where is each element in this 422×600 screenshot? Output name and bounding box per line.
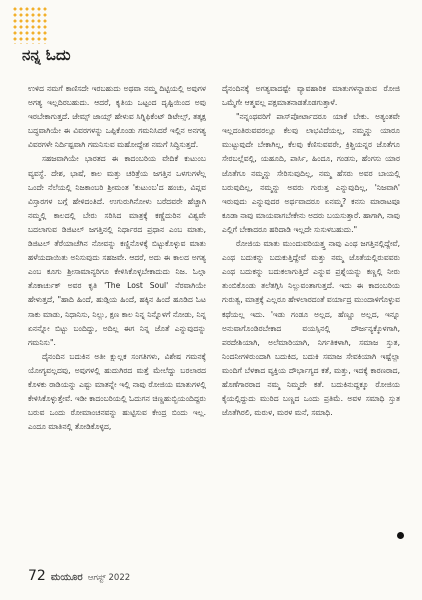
paragraph: ಸಹಜವಾಗಿಯೇ ಭಾರತದ ಈ ಕಾದಂಬರಿಯ ವೇದಿಕೆ ಕುಟುಂಬ ವ್ಯವಸ್ಥೆ. ದೇಶ, ಭಾಷೆ, ಕಾಲ ಮತ್ತು ಚರಿತ್ರೆಯ ಜಗತ್ತಿನ ಒಳಗುಗಳೆಲ್ಲ ಒಂದೇ ನೆಲೆಯಲ್ಲಿ ನಿಜಕಾಂಬರಿ ಶ್ರೀಮಂತ 'ಕುಟುಂಬ'ದ ಹಂಚು, ವಿಪ್ಲವ ವಿಸ್ತಾರಗಳ ಬಗ್ಗೆ ಹೇಳಿದಂತಿದೆ. ಉಗುರುಗಿನೋಳು ಬರೆದವರೇ ಹೆಚ್ಚಾಗಿ ನಮ್ಮಲ್ಲಿ ಕಾಲದಲ್ಲಿ ಬೇರು ಸರಿಸಿದ ಮಾತ್ರಕ್ಕೆ ಕಣ್ಣೆದುರಿನ ವಿಶ್ವವೇ ಬದಲಾಗುವ ಡಿಜಿಟಲ್ ಜಗತ್ತಿನಲ್ಲಿ ನಿರ್ಧಾರದ ಪ್ರಧಾನ ಎಂಬ ಮಾತು, ಡಿಜಿಟಲ್ ತೆರೆಯಾಚೆಗಿನ ನೋವನ್ನು ಕಣ್ಣಿನೊಳಕ್ಕೆ ಬಿಟ್ಟುಕೊಳ್ಳುವ ಮಾತು ಹಳೆಯದಾಯಿತು ಅನಿಸುವುದು ಸಹಜವೇ. ಆದರೆ, ಅದು ಈ ಕಾಲದ ಅಗತ್ಯ ಎಂಬ ಕೂಗು ಶ್ರೀಸಾಮಾನ್ಯರಿಗೂ ಕೇಳಿಸಿಕೊಳ್ಳಬೇಕಾದುದು ನಿಜ. ಓಲ್ಗಾ ತೊಕಾರ್ಚುಕ್ ಅವರ ಕೃತಿ 'The Lost Soul' ನೆರವಾಗಿಯೇ ಹೇಳುತ್ತದೆ, "ಹಾದಿ ಹಿಂದೆ, ಹುಡ್ಗಿಯ ಹಿಂದೆ, ಹಕ್ಕಿನ ಹಿಂದೆ ಹೂಡಿದ ಓಟ ಸಾಕು ಮಾಡು, ನಿಧಾನಿಸು, ನಿಲ್ಲು, ಕ್ಷಣ ಕಾಲ ನಿನ್ನ ನಿನ್ನೊಳಗೆ ನೋಡು, ನಿನ್ನ ಏನನ್ನೋ ಬಿಟ್ಟು ಬಂದಿದ್ದು, ಅದಿಲ್ಲ ಈಗ ನಿನ್ನ ಜೊತೆ ಎನ್ನುವುದನ್ನು ಗಮನಿಸು".	[28, 154, 206, 347]
section-title: ನನ್ನ ಓದು	[22, 46, 71, 64]
paragraph: "ನನ್ನಂಥವರಿಗೆ ಪಾಸ್‌ಪೋರ್ಟಾದರೂ ಯಾಕೆ ಬೇಕು. ಅತ್ಯಂತವೇ ಇಲ್ಲದಂತಿರುವವರಲ್ಲೂ ಕೆಲವು ಲಾಭವಿದೆಯಲ್ಲ, ನಮ್ಮನ್ನು ಯಾರೂ ಮುಟ್ಟುವುದೇ ಬೇಕಾಗಿಲ್ಲ, ಕೆಲವು ಕೆಣಿಸುವವರೇ, ಕ್ರಿಶ್ಚಿಯನ್ನರ ಜೊತೆಗೂ ಸೇರಬಲ್ಲೆವಲ್ಲಿ, ಯಹೂದಿ, ಪಾರ್ಸಿ, ಹಿಂದೂ, ಗಂಡಸು, ಹೆಂಗಸು ಯಾರ ಜೊತೆಗೂ ನಮ್ಮನ್ನು ಸೇರಿಸುವುದಿಲ್ಲ, ನಮ್ಮ ಹೆಸರು ಅವರ ಬಾಯಲ್ಲಿ ಬರುವುದಿಲ್ಲ, ನಮ್ಮನ್ನು ಅವರು ಗುರುತ್ತ ಎನ್ನುವುದಿಲ್ಲ, 'ನಿಜವಾಗಿ' ಇರುವುದು ಎನ್ನುವುದರ ಅರ್ಥವಾದರೂ ಏನಮ್ಮ? ಕನಸು ಮಾರಾಟವೂ ಕೂಡಾ ನಾವು ಮಾಯವಾಗಬೇಕೇನು ಅದರು ಬಯಸುತ್ತಾರೆ. ಹಾಗಾಗಿ, ನಾವು ಎಲ್ಲಿಗೆ ಬೇಕಾದರೂ ಹರಿದಾಡಿ ಇಲ್ಲದೇ ಸುಸುಳಬಹುದು."	[222, 112, 400, 234]
issue-date: ಆಗಸ್ಟ್ 2022	[87, 573, 131, 583]
page-number: 72	[28, 568, 46, 584]
paragraph: ರೋಜಿಯ ಮಾತು ಮುಂದುವರಿಯತ್ತ್ತ ನಾವು ಎಂಥ ಜಗತ್ತಿನಲ್ಲಿದ್ದೇವೆ, ಎಂಥ ಬದುಕನ್ನು ಬದುಕುತ್ತಿದ್ದೇವೆ ಮತ್ತು ನಮ್ಮ ಜೊತೆಯಲ್ಲಿರುವವರು ಎಂಥ ಬದುಕನ್ನು ಬದುಕಲಾಗುತ್ತಿದೆ ಎನ್ನುವ ಪ್ರಶ್ನೆಯನ್ನು ಕಣ್ಣಲ್ಲಿ ನೀರು ತುಂಬಿಕೊಂಡು ತಲೆತಗ್ಗಿಸಿ ನಿಲ್ಲುವಂತಾಗುತ್ತದೆ. ಇದು ಈ ಕಾದಂಬರಿಯ ಗುರುತ್ವ, ಮಾತ್ರಕ್ಕೆ ಎಲ್ಲರೂ ಹೇಳಲಾರದಂತೆ ವರ್ಯಾದ್ರ ಮುಂದಾಳಿಗೊಳ್ಳುವ ಕಥೆಯಲ್ಲ ಇದು. 'ಇಡು ಗಂಡೂ ಅಲ್ಲದ, ಹೆಣ್ಣೂ ಅಲ್ಲದ, ಇನ್ನೂ ಅನುವಾಗೊಂಡಿರಬೇಕಾದ ವಯಸ್ಸಿನಲ್ಲಿ ದೌರ್ಜನ್ಯಕ್ಕೊಳಗಾಗಿ, ಪರದೇಶಿಯಾಗಿ, ಅಲೆಮಾರಿಯಾಗಿ, ನಿರ್ಗತಿಕಳಾಗಿ, ಸಮಾಜ ಸ್ತುತ, ನಿಂದನೀಗಳಿರುಂದಾಗಿ ಬದುಕಿದ, ಬದುಕಿ ಸಮಾಜ ಸೇವಕಿಯಾಗಿ ಇಷ್ಟೆಲ್ಲಾ ಮಂದಿಗೆ ಬೆಳಕಾದ ವ್ಯಕ್ತಿಯ ದೌರ್ಭಾಗ್ಯದ ಕತೆ, ಮತ್ತು, ಇದಕ್ಕೆ ಕಾರಣರಾದ, ಹೊಣೆಗಾರರಾದ ನಮ್ಮ ನಿಮ್ಮದೇ ಕತೆ. ಬದುಕಿನುದ್ದಕ್ಕೂ ರೋಜಿಯ ಕೈಯಲ್ಲಿದ್ದುದು ಮುರಿದ ಬಣ್ಣದ ಒಂದು ಪ್ರತಿಮೆ. ಅವಳ ಸಮಾಧಿ ಸ್ತುತ ಜೊತೆಗಿರಲಿ, ಮರುಳ, ಮರಳ ಮನೆ, ಸಮಾಧಿ.	[222, 239, 400, 418]
paragraph: ದೈನಂದಿನಕ್ಕೆ ಅಗತ್ಯವಾದಷ್ಟೇ ವ್ಯಾವಹಾರಿಕ ಮಾತುಗಳನ್ನಾಡುವ ರೋಜಿ ಒಮ್ಮೆಗೇ ಆತ್ಮವಲ್ಲ ಪಕ್ಷಮಾತನಾಡತೊಡಗುತ್ತಾಳೆ.	[222, 84, 400, 108]
paragraph: ಉಳಿದ ನಮಗೆ ಕಾಣಿಸದೇ ಇರಬಹುದು ಅಥವಾ ನಮ್ಮ ದಿಟ್ಟಿಯಲ್ಲಿ ಅವುಗಳ ಅಗತ್ಯ ಇಲ್ಲದಿರಬಹುದು. ಆದರೆ, ಕೃತಿಯ ಒಟ್ಟಂದ ದೃಷ್ಟಿಯಿಂದ ಅವು ಇರಬೇಕಾಗುತ್ತದೆ. ಜೇಮ್ಸ್ ಜಾಯ್ಸ್ ಹೇಳುವ ಸಿಗ್ನಿಫಿಕೆಂಟ್ ಡಿಟೇಲ್ಸ್, ತತ್ಕಕ್ಷ ಬದ್ಧವಾಗಿಯೇ ಈ ವಿವರಗಳನ್ನು ಒಪ್ಪಿಕೊಂಡು ಗಮನಿಸಿದರೆ ಇಲ್ಲಿನ ಅನಗತ್ಯ ವಿವರಗಳೇ ನಿರ್ದಿಷ್ಟವಾಗಿ ಗಮನಿಸುವ ಮಹೋದ್ದೇಶ ನಮಗೆ ಸಿದ್ಧಿಸುತ್ತದೆ.	[28, 84, 206, 150]
article-body	[28, 82, 400, 542]
page-header	[12, 6, 412, 66]
dot-pattern-decoration	[12, 6, 48, 44]
magazine-name: ಮಯೂರ	[50, 572, 83, 583]
column-left	[28, 82, 206, 542]
page-footer	[28, 568, 130, 586]
article-end-mark	[397, 532, 404, 539]
paragraph: ದೈನಂದಿನ ಬದುಕಿನ ಅತೀ ಕ್ಷುಲ್ಲಕ ಸಂಗತಿಗಳು, ವಿಶೇಷ ಗಮನಕ್ಕೆ ಯೋಗ್ಯವಲ್ಲದವು, ಅವುಗಳಲ್ಲಿ ಹುದುಗಿರದ ಮತ್ತೆ ಮೇಲೆದ್ದು ಬರಲಾರದ ಕೊಳಕು ರಾಡಿಯನ್ನು ಎಷ್ಟು ಮಾತನ್ನೇ ಇಲ್ಲಿ ನಾವು ರೋಜಿಯ ಮಾತುಗಳಲ್ಲಿ ಕೇಳಿಸಿಕೊಳ್ಳುತ್ತೇವೆ. ಇಡೀ ಕಾದಂಬರಿಯಲ್ಲಿ ಓದುಗನ ಚಿಣ್ಣಹುಬ್ಬಿಯಂದಿದ್ದರು ಬರುವ ಒಂದು ರೋಮಾಂಚನವನ್ನು ಹುಟ್ಟಿಸುವ ಕೇಂದ್ರ ಬಿಂದು ಇಲ್ಲ. ಎಂದೂ ಮಾತಿನಲ್ಲಿ ತೋಡಿಕೊಳ್ಳದ,	[28, 351, 206, 432]
column-right	[222, 82, 400, 542]
